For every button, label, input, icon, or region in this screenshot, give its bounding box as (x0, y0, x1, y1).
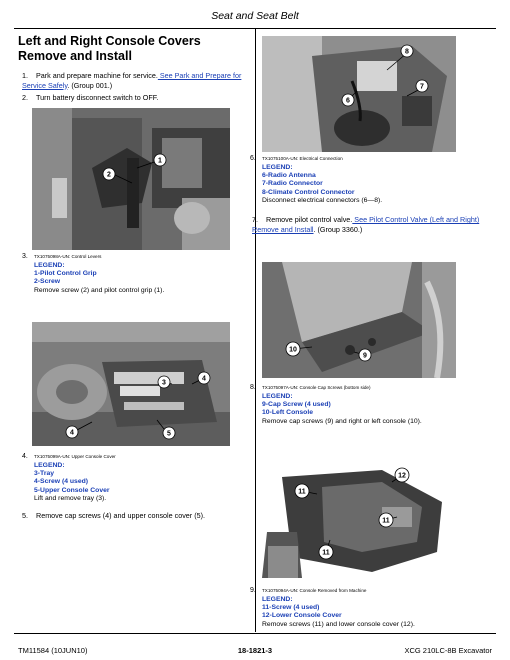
step-4-caption: 4. TX1075099A-UN: Upper Console Cover (22, 453, 116, 460)
callout-8: 8 (405, 48, 409, 56)
callout-3: 3 (162, 379, 166, 387)
step-9-caption: 9. TX1075094A-UN: Console Removed from Machine (250, 587, 367, 594)
callout-10: 10 (289, 346, 297, 354)
step-2: 2. Turn battery disconnect switch to OFF. (22, 93, 159, 102)
callout-5: 5 (167, 430, 171, 438)
console-cap-screws-photo (262, 262, 456, 378)
footer-rule (14, 633, 496, 634)
callout-4a: 4 (202, 375, 206, 383)
step-7: 7. Remove pilot control valve. See Pilot Control Valve (Left and Right) Remove and Install. (Group 3360.) (252, 215, 480, 234)
step-6-legend: LEGEND: 6-Radio Antenna 7-Radio Connector 8-Climate Control Connector Disconnect electrical connectors (6—8). (262, 164, 383, 204)
callout-11a: 11 (298, 488, 306, 496)
step-1: 1. Park and prepare machine for service. See Park and Prepare for Service Safely. (Group 001.) (22, 71, 242, 90)
step-5: 5. Remove cap screws (4) and upper console cover (5). (22, 511, 205, 520)
step-6-caption: 6. TX1075100A-UN: Electrical Connection (250, 155, 343, 162)
step-8-legend: LEGEND: 9-Cap Screw (4 used) 10-Left Console Remove cap screws (9) and right or left console (10). (262, 393, 422, 425)
electrical-connection-photo (262, 36, 456, 152)
control-levers-photo (32, 108, 230, 250)
pilot-control-valve-link[interactable]: See Pilot Control Valve (Left and Right) Remove and Install (252, 215, 480, 234)
callout-12: 12 (398, 472, 406, 480)
callout-2: 2 (107, 171, 111, 179)
console-removed-photo (262, 462, 456, 578)
callout-7: 7 (420, 83, 424, 91)
step-3-legend: LEGEND: 1-Pilot Control Grip 2-Screw Remove screw (2) and pilot control grip (1). (34, 262, 165, 294)
park-prepare-link[interactable]: See Park and Prepare for Service Safely (22, 71, 242, 90)
callout-9: 9 (363, 352, 367, 360)
footer-doc-id: TM11584 (10JUN10) (18, 646, 88, 655)
page-title: Left and Right Console Covers Remove and Install (18, 34, 201, 63)
callout-4b: 4 (70, 429, 74, 437)
footer-page-number: 18-1821-3 (237, 646, 273, 655)
page-header-title: Seat and Seat Belt (211, 10, 299, 22)
upper-console-photo (32, 322, 230, 446)
step-8-caption: 8. TX1075097A-UN: Console Cap Screws (bottom side) (250, 384, 371, 391)
footer-model: XCG 210LC-8B Excavator (404, 646, 492, 655)
column-divider (255, 29, 256, 632)
step-4-legend: LEGEND: 3-Tray 4-Screw (4 used) 5-Upper Console Cover Lift and remove tray (3). (34, 462, 110, 502)
callout-11b: 11 (382, 517, 390, 525)
callout-6: 6 (346, 97, 350, 105)
callout-1: 1 (158, 157, 162, 165)
callout-11c: 11 (322, 549, 330, 557)
step-3-caption: 3. TX1075098A-UN: Control Levers (22, 253, 102, 260)
step-9-legend: LEGEND: 11-Screw (4 used) 12-Lower Console Cover Remove screws (11) and lower console cover (12). (262, 596, 415, 628)
